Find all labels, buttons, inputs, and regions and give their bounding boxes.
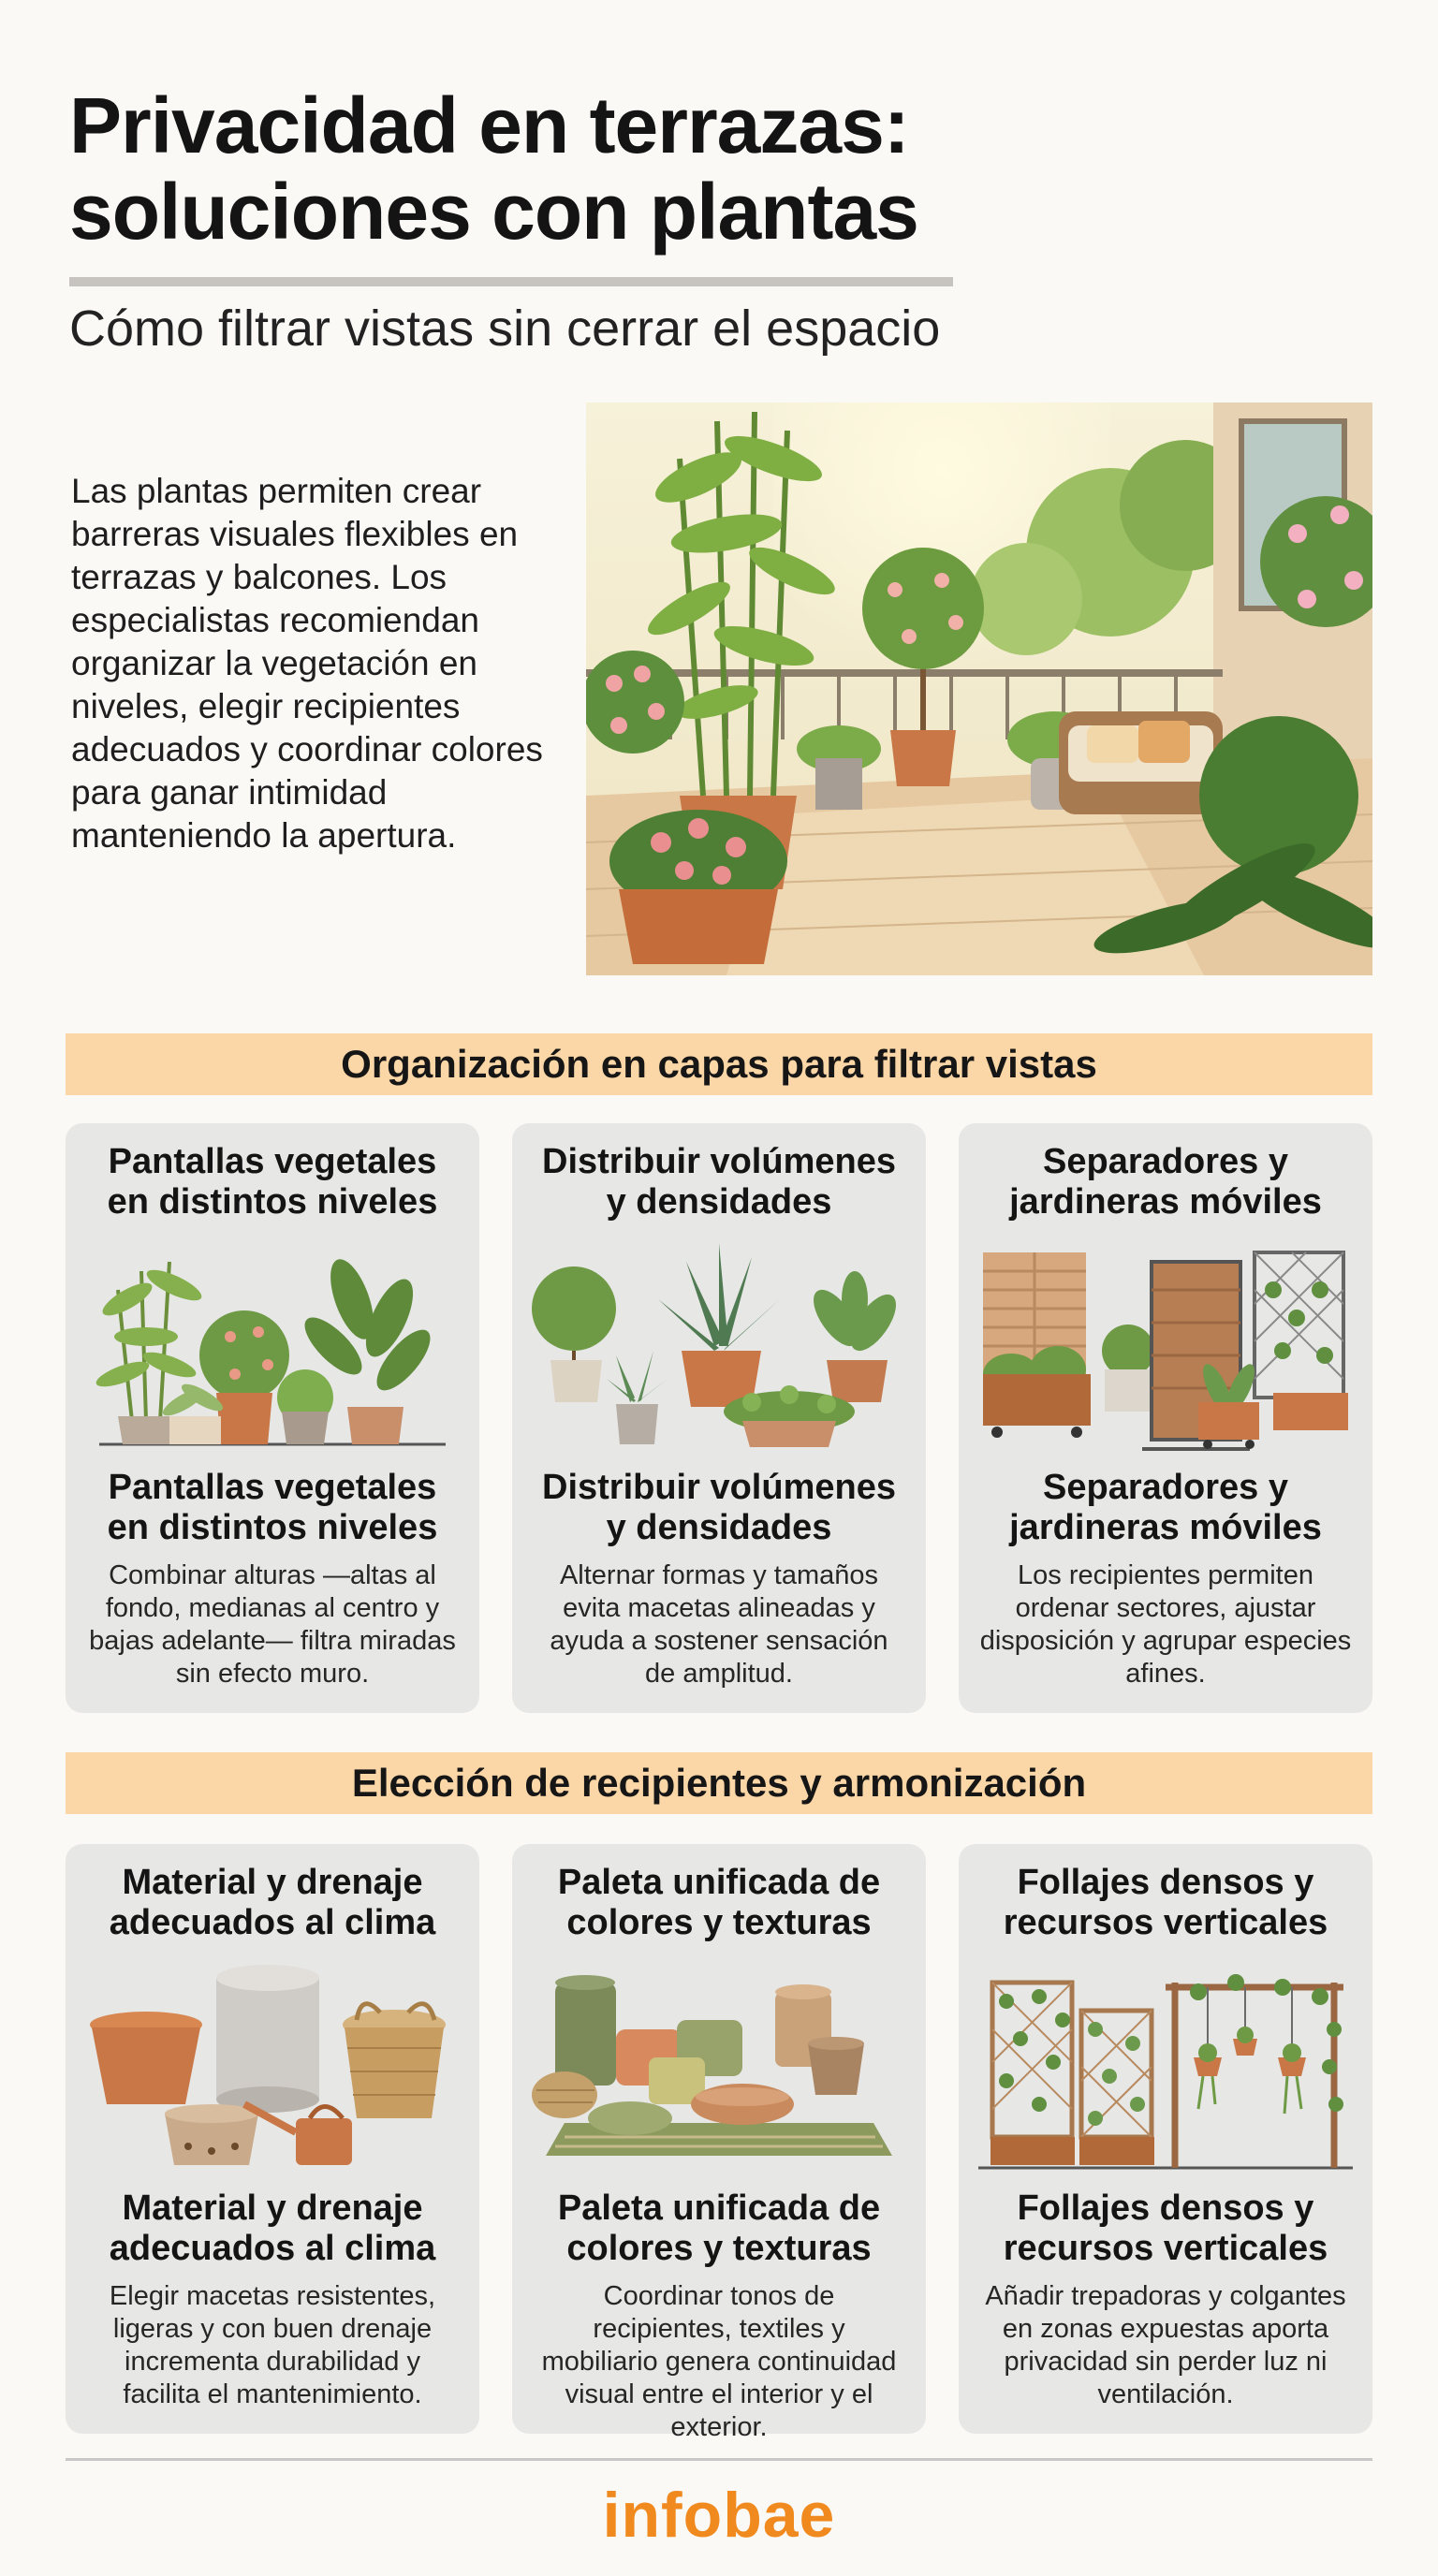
card-material-drainage xyxy=(66,1844,479,2434)
card-description: Los recipientes permiten ordenar sectores, ajustar disposición y agrupar especies afines. xyxy=(979,1560,1352,1689)
card-subheading: Follajes densos y recursos verticales xyxy=(1003,2188,1328,2268)
card-color-palette xyxy=(512,1844,926,2442)
title-line-2: soluciones con plantas xyxy=(69,168,918,256)
card-description: Coordinar tonos de recipientes, textiles y mobiliario genera continuidad visual entre el interior y el exterior. xyxy=(541,2281,897,2442)
title-underline xyxy=(69,277,953,286)
card-heading: Pantallas vegetales en distintos niveles xyxy=(107,1142,438,1222)
card-subheading: Pantallas vegetales en distintos niveles xyxy=(107,1468,438,1547)
infobae-logo: infobae xyxy=(602,2480,836,2551)
card-heading: Distribuir volúmenes y densidades xyxy=(542,1142,896,1222)
card-subheading: Separadores y jardineras móviles xyxy=(1009,1468,1322,1547)
card-movable-planters xyxy=(959,1123,1372,1713)
page-subtitle: Cómo filtrar vistas sin cerrar el espacio xyxy=(69,300,941,357)
card-subheading: Distribuir volúmenes y densidades xyxy=(542,1468,896,1547)
card-layered-screens xyxy=(66,1123,479,1713)
card-heading: Separadores y jardineras móviles xyxy=(1009,1142,1322,1222)
movable-planters-icon xyxy=(974,1234,1357,1458)
color-palette-icon xyxy=(527,1954,911,2179)
section-header-containers: Elección de recipientes y armonización xyxy=(66,1752,1372,1814)
layered-plants-icon xyxy=(81,1234,464,1458)
page-title xyxy=(69,82,918,255)
card-heading: Follajes densos y recursos verticales xyxy=(1003,1863,1328,1942)
card-description: Alternar formas y tamaños evita macetas alineadas y ayuda a sostener sensación de amplitud. xyxy=(550,1560,888,1689)
card-description: Combinar alturas —altas al fondo, medianas al centro y bajas adelante— filtra miradas sin efecto muro. xyxy=(89,1560,456,1689)
terrace-hero-illustration xyxy=(586,402,1372,975)
planters-materials-icon xyxy=(81,1954,464,2179)
card-heading: Paleta unificada de colores y texturas xyxy=(557,1863,881,1942)
footer-divider xyxy=(66,2458,1372,2461)
card-description: Añadir trepadoras y colgantes en zonas expuestas aporta privacidad sin perder luz ni ventilación. xyxy=(985,2281,1346,2409)
card-subheading: Paleta unificada de colores y texturas xyxy=(557,2188,881,2268)
card-vertical-foliage xyxy=(959,1844,1372,2434)
intro-paragraph: Las plantas permiten crear barreras visuales flexibles en terrazas y balcones. Los especialistas recomiendan organizar la vegetación en niveles, elegir recipientes adecuados y coordinar colores para ganar intimidad manteniendo la apertura. xyxy=(71,472,543,855)
card-subheading: Material y drenaje adecuados al clima xyxy=(109,2188,436,2268)
vertical-garden-icon xyxy=(974,1954,1357,2179)
title-line-1: Privacidad en terrazas: xyxy=(69,81,909,169)
mixed-pots-icon xyxy=(527,1234,911,1458)
card-description: Elegir macetas resistentes, ligeras y con buen drenaje incrementa durabilidad y facilita el mantenimiento. xyxy=(109,2281,436,2409)
card-volumes-densities xyxy=(512,1123,926,1713)
section-header-layers: Organización en capas para filtrar vistas xyxy=(66,1033,1372,1095)
card-heading: Material y drenaje adecuados al clima xyxy=(109,1863,436,1942)
